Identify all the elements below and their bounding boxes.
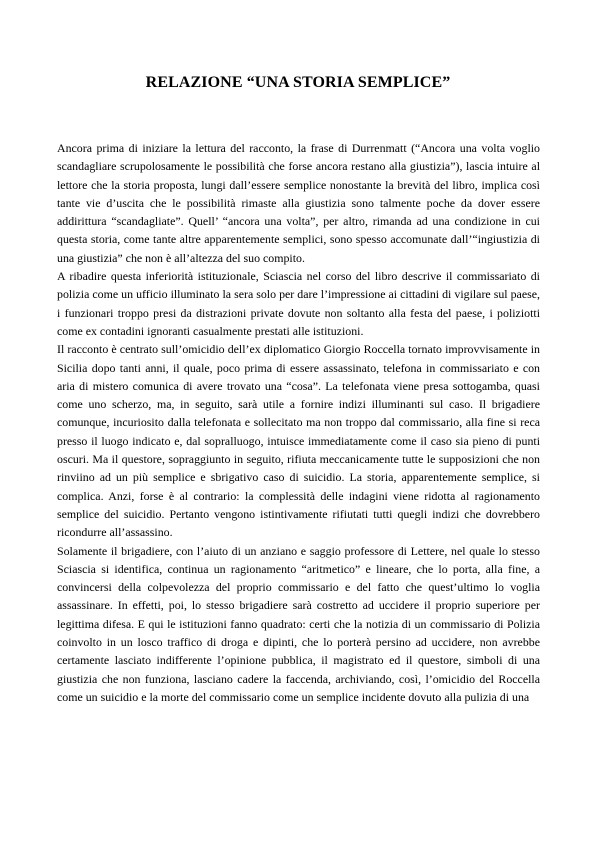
paragraph-introduction: Ancora prima di iniziare la lettura del racconto, la frase di Durrenmatt (“Ancora una volta voglio scandagliare scrupolosamente le possibilità che forse ancora restano alla giustizia”), lascia intuire al lettore che la storia proposta, lungi dall’essere semplice nonostante la brevità del libro, implica così tante vie d’uscita che le possibilità rimaste alla giustizia sono talmente poche da dover essere addirittura “scandagliate”. Quell’ “ancora una volta”, per altro, rimanda ad una condizione in cui questa storia, come tante altre apparentemente semplici, sono spesso accomunate dall’“ingiustizia di una giustizia” che non è all’altezza del suo compito. [57, 141, 540, 265]
paragraph-plot: Il racconto è centrato sull’omicidio dell’ex diplomatico Giorgio Roccella tornato improvvisamente in Sicilia dopo tanti anni, il quale, poco prima di essere assassinato, telefona in commissariato e con aria di mistero comunica di avere trovato una “cosa”. La telefonata viene presa sottogamba, quasi come uno scherzo, ma, in seguito, sarà utile a fornire indizi illuminanti sul caso. Il brigadiere comunque, incuriosito dalla telefonata e sollecitato ma non troppo dal commissario, alla fine si reca presso il luogo indicato e, dal sopralluogo, intuisce immediatamente come il caso sia pieno di punti oscuri. Ma il questore, sopraggiunto in seguito, rifiuta meccanicamente tutte le supposizioni che non rinviino ad un più semplice e sbrigativo caso di suicidio. La storia, apparentemente semplice, si complica. Anzi, forse è al contrario: la complessità delle indagini viene ridotta al ragionamento semplice del suicidio. Pertanto vengono istintivamente rifiutati tutti quegli indizi che dovrebbero ricondurre all’assassino. [57, 342, 540, 540]
paragraph-institutions: A ribadire questa inferiorità istituzionale, Sciascia nel corso del libro descrive il commissariato di polizia come un ufficio illuminato la sera solo per dare l’impressione ai cittadini di vigilare sul paese, i funzionari troppo presi da distrazioni private dovute non soltanto alla festa del paese, i poliziotti come ex contadini ignoranti casualmente prestati alle istituzioni. [57, 269, 540, 338]
document-body [57, 139, 540, 706]
paragraph-brigadier: Solamente il brigadiere, con l’aiuto di un anziano e saggio professore di Lettere, nel quale lo stesso Sciascia si identifica, continua un ragionamento “aritmetico” e lineare, che lo porta, alla fine, a convincersi della colpevolezza del proprio commissario e del fatto che quest’ultimo lo voglia assassinare. In effetti, poi, lo stesso brigadiere sarà costretto ad uccidere il proprio superiore per legittima difesa. E qui le istituzioni fanno quadrato: certi che la notizia di un commissario di Polizia coinvolto in un losco traffico di droga e dipinti, che lo porterà persino ad uccidere, non avrebbe certamente lasciato indifferente l’opinione pubblica, il magistrato ed il questore, simboli di una giustizia che non funziona, lasciano cadere la faccenda, archiviando, così, l’omicidio del Roccella come un suicidio e la morte del commissario come un semplice incidente dovuto alla pulizia di una [57, 543, 540, 704]
document-title: RELAZIONE “UNA STORIA SEMPLICE” [145, 74, 451, 91]
